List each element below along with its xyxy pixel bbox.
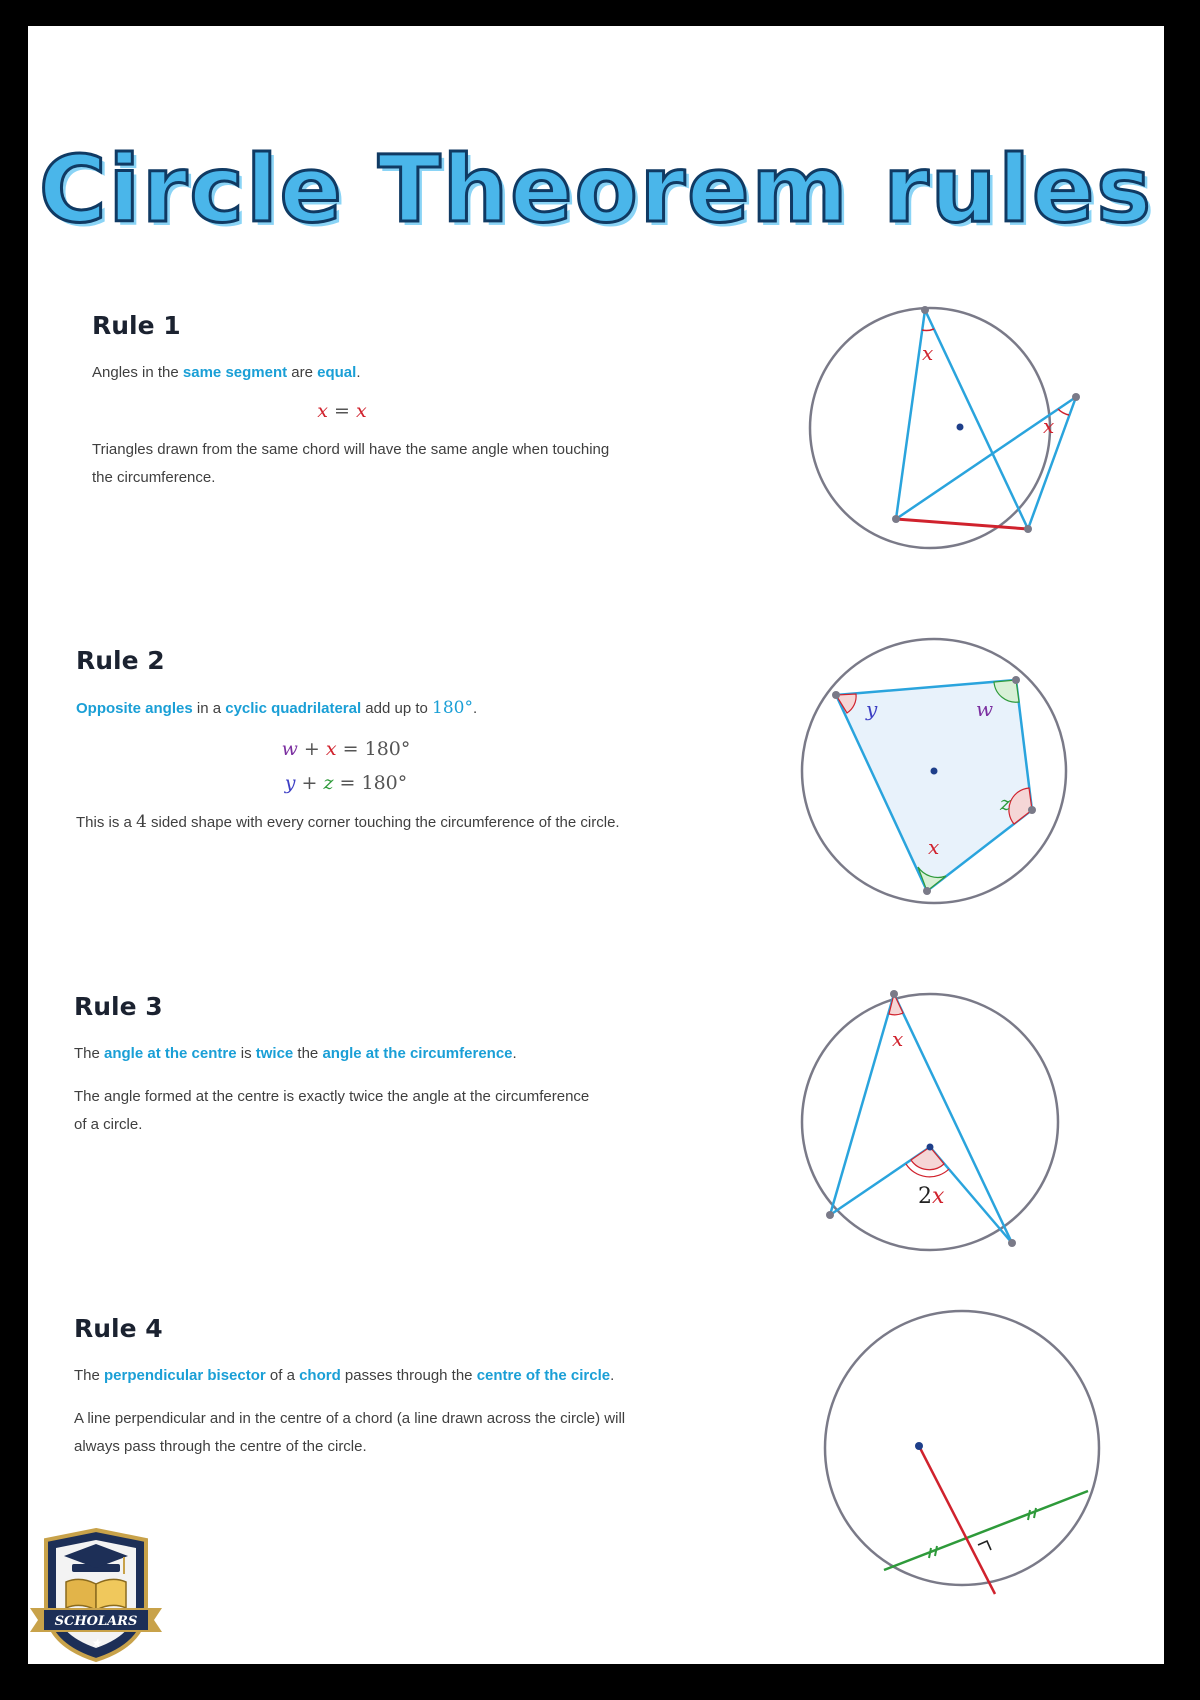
rule-4	[74, 1314, 634, 1461]
star-icon: ★	[90, 1636, 102, 1650]
rule-2-diagram	[800, 638, 1080, 918]
chord-green	[884, 1491, 1088, 1570]
highlight-term: chord	[299, 1367, 341, 1384]
point	[1012, 676, 1020, 684]
text: .	[356, 364, 361, 381]
line	[925, 310, 1028, 529]
eq-op: +	[303, 738, 320, 760]
eq-value: 180°	[361, 772, 408, 794]
eq-var: y	[284, 772, 296, 794]
rule-4-diagram	[826, 1308, 1106, 1588]
eq-op: =	[334, 400, 350, 422]
angle-value: 180°	[432, 698, 473, 718]
variable: x	[932, 1184, 945, 1209]
point	[1028, 806, 1036, 814]
logo-text: SCHOLARS	[54, 1614, 138, 1629]
circle-outline	[825, 1311, 1099, 1585]
rule-statement	[74, 1039, 654, 1069]
book-right	[96, 1579, 126, 1610]
angle-arc	[1058, 409, 1069, 415]
coefficient: 2	[918, 1184, 932, 1209]
text: This is a	[76, 814, 137, 831]
text: passes through the	[340, 1367, 477, 1384]
highlight-term: twice	[255, 1045, 294, 1062]
angle-label: x	[922, 341, 934, 365]
eq-var: x	[325, 738, 337, 760]
text: of a	[265, 1367, 300, 1384]
rule-1-diagram	[800, 288, 1080, 568]
eq-var: w	[281, 738, 298, 760]
point	[892, 515, 900, 523]
tick-mark	[1034, 1508, 1036, 1518]
circle-outline	[802, 994, 1058, 1250]
text: .	[473, 700, 478, 717]
line	[894, 994, 1012, 1243]
rule-3-diagram	[800, 986, 1080, 1266]
centre-dot	[915, 1442, 923, 1450]
tick-mark	[929, 1548, 931, 1558]
text: The	[74, 1045, 105, 1062]
point	[921, 306, 929, 314]
angle-label: x	[892, 1027, 904, 1051]
rule-description: Triangles drawn from the same chord will have the same angle when touching the circumference.	[92, 441, 610, 486]
point	[826, 1211, 834, 1219]
centre-dot	[927, 1144, 934, 1151]
point	[923, 887, 931, 895]
highlight-term: same segment	[182, 364, 288, 381]
text: in a	[192, 700, 226, 717]
rule-statement	[92, 358, 672, 388]
line	[896, 310, 925, 519]
highlight-term: perpendicular bisector	[104, 1367, 266, 1384]
highlight-term: Opposite angles	[76, 700, 193, 717]
point	[1024, 525, 1032, 533]
text: the	[293, 1045, 323, 1062]
angle-label: z	[1000, 791, 1011, 815]
rule-description: The angle formed at the centre is exactly twice the angle at the circumference of a circle.	[74, 1088, 590, 1133]
text: sided shape with every corner touching the circumference of the circle.	[146, 814, 620, 831]
angle-label: x	[1043, 414, 1055, 438]
text: are	[287, 364, 318, 381]
highlight-term: centre of the circle	[476, 1367, 611, 1384]
perpendicular-bisector	[919, 1446, 995, 1594]
angle-label: y	[866, 697, 878, 721]
text: is	[236, 1045, 256, 1062]
scholars-logo	[28, 1526, 164, 1664]
line	[830, 994, 894, 1215]
point	[1008, 1239, 1016, 1247]
highlight-term: cyclic quadrilateral	[225, 700, 362, 717]
angle-centre	[911, 1147, 944, 1170]
text: Angles in the	[92, 364, 183, 381]
point	[832, 691, 840, 699]
text: add up to	[361, 700, 433, 717]
rule-3	[74, 992, 654, 1139]
eq-var: x	[356, 400, 367, 422]
eq-op: =	[339, 772, 356, 794]
tick-mark	[1028, 1510, 1030, 1520]
eq-op: +	[301, 772, 318, 794]
angle-label: x	[928, 835, 940, 859]
angle-label-centre	[918, 1184, 945, 1209]
rule-heading: Rule 2	[76, 646, 165, 675]
rule-heading: Rule 4	[74, 1314, 163, 1343]
text: .	[512, 1045, 517, 1062]
angle-arc	[922, 329, 934, 330]
point	[1072, 393, 1080, 401]
centre-dot	[931, 768, 938, 775]
number: 4	[136, 812, 147, 832]
right-angle-mark	[978, 1541, 991, 1550]
highlight-term: angle at the circumference	[322, 1045, 513, 1062]
eq-var: x	[317, 400, 328, 422]
rule-statement	[76, 693, 676, 724]
book-left	[66, 1579, 96, 1610]
rule-equation	[28, 772, 676, 794]
rule-heading: Rule 1	[92, 311, 181, 340]
text: The	[74, 1367, 105, 1384]
rule-statement	[74, 1361, 634, 1391]
rule-heading: Rule 3	[74, 992, 163, 1021]
rule-description: A line perpendicular and in the centre of a chord (a line drawn across the circle) will always pass through the centre of the circle.	[74, 1410, 626, 1455]
rule-2	[76, 646, 676, 837]
rule-description	[76, 808, 676, 837]
worksheet-page	[28, 26, 1164, 1664]
eq-value: 180°	[364, 738, 411, 760]
angle-label: w	[976, 697, 994, 721]
centre-dot	[957, 424, 964, 431]
tick-mark	[935, 1546, 937, 1556]
eq-var: z	[323, 772, 334, 794]
page-title: Circle Theorem rules	[39, 136, 1153, 243]
rule-1	[92, 311, 672, 492]
rule-equation	[28, 400, 672, 422]
text: .	[610, 1367, 615, 1384]
eq-op: =	[342, 738, 359, 760]
rule-equation	[28, 738, 676, 760]
highlight-term: angle at the centre	[104, 1045, 237, 1062]
highlight-term: equal	[317, 364, 357, 381]
point	[890, 990, 898, 998]
